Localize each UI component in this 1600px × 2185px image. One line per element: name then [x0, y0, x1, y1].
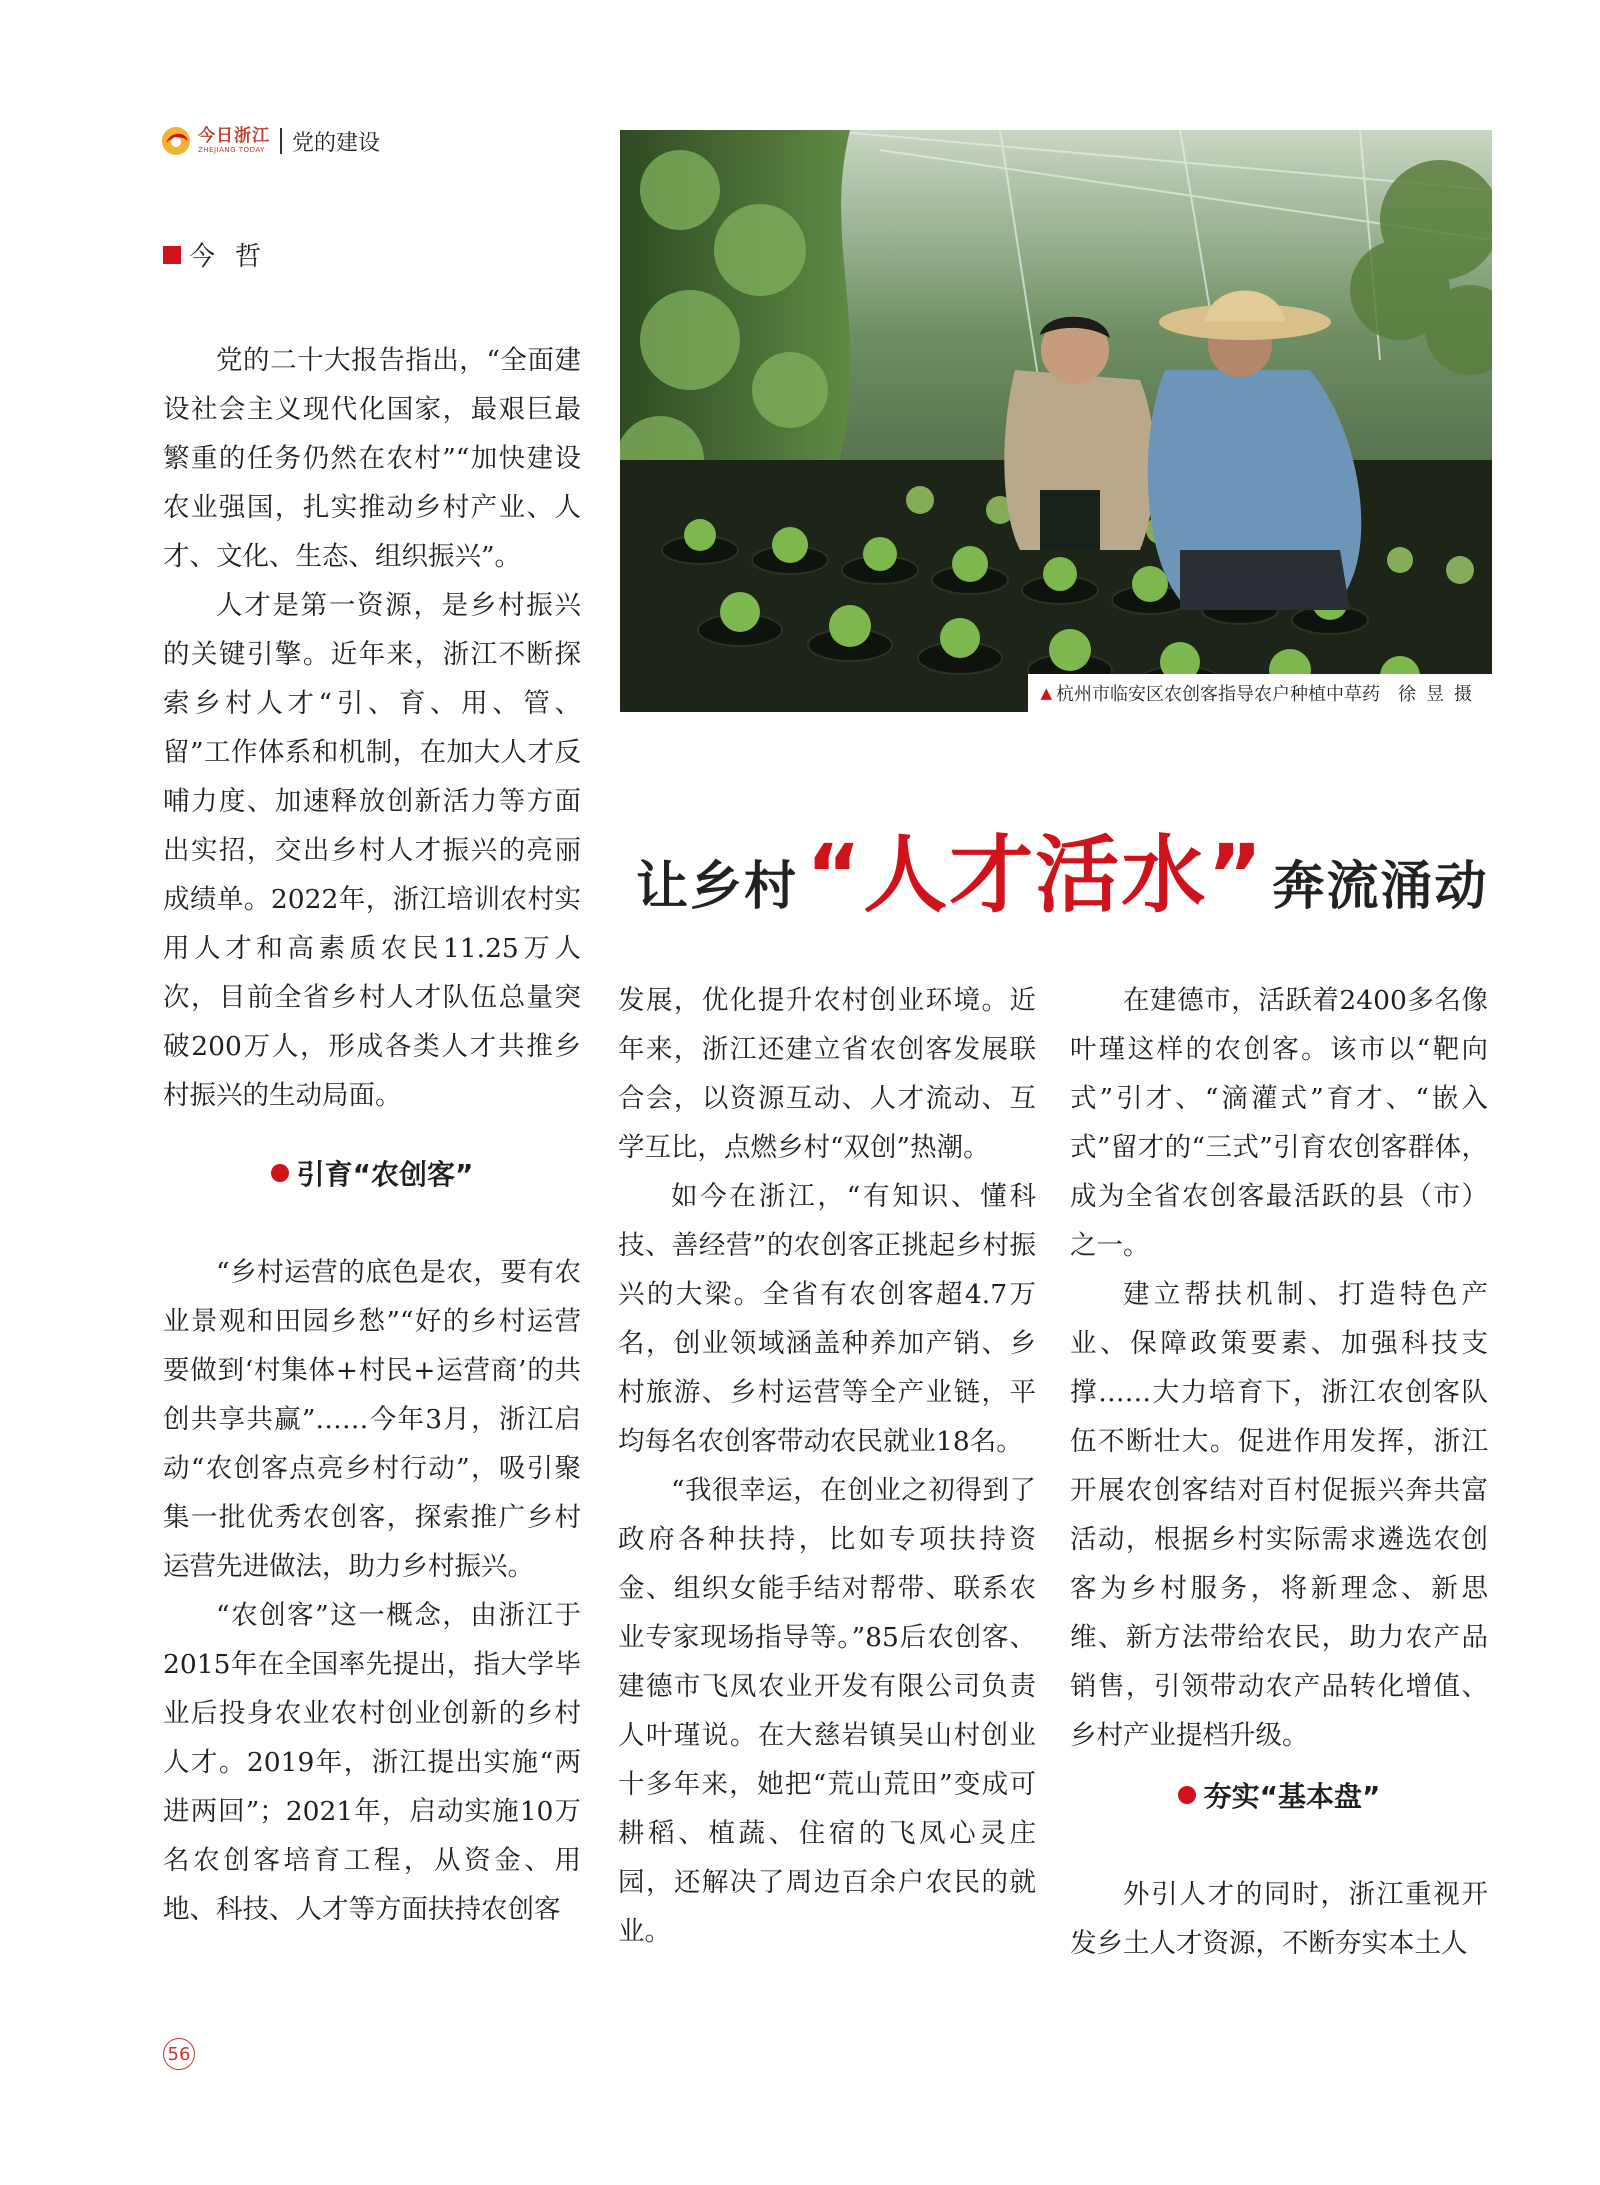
column-3-body — [1070, 976, 1488, 1760]
headline-keyword: “人才活水” — [806, 826, 1265, 924]
header-divider — [280, 128, 282, 154]
headline-prefix: 让乡村 — [636, 857, 799, 917]
subheading-1 — [163, 1148, 581, 1198]
logo-chinese-text: 今日浙江 — [198, 126, 270, 146]
paragraph: 党的二十大报告指出，“全面建设社会主义现代化国家，最艰巨最繁重的任务仍然在农村”“加快建设农业强国，扎实推动乡村产业、人才、文化、生态、组织振兴”。 — [163, 345, 581, 572]
caption-text: 杭州市临安区农创客指导农户种植中草药 — [1056, 684, 1380, 705]
page-number: 56 — [163, 2038, 195, 2070]
paragraph: 人才是第一资源，是乡村振兴的关键引擎。近年来，浙江不断探索乡村人才“引、育、用、管、留”工作体系和机制，在加大人才反哺力度、加速释放创新活力等方面出实招，交出乡村人才振兴的亮丽成绩单。2022年，浙江培训农村实用人才和高素质农民11.25万人次，目前全省乡村人才队伍总量突破200万人，形成各类人才共推乡村振兴的生动局面。 — [163, 590, 581, 1111]
magazine-logo — [160, 125, 270, 157]
paragraph: 外引人才的同时，浙江重视开发乡土人才资源，不断夯实本土人 — [1070, 1879, 1488, 1959]
subheading-text: 引育“农创客” — [296, 1158, 474, 1191]
photo-caption — [1028, 674, 1492, 712]
subheading-text: 夯实“基本盘” — [1203, 1780, 1381, 1813]
section-name: 党的建设 — [292, 130, 381, 156]
column-3-tail — [1070, 1870, 1488, 1968]
logo-english-text: ZHEJIANG TODAY — [198, 146, 265, 154]
column-1-body — [163, 1248, 581, 1934]
paragraph: 建立帮扶机制、打造特色产业、保障政策要素、加强科技支撑……大力培育下，浙江农创客队伍不断壮大。促进作用发挥，浙江开展农创客结对百村促振兴奔共富活动，根据乡村实际需求遴选农创客为乡村服务，将新理念、新思维、新方法带给农民，助力农产品销售，引领带动农产品转化增值、乡村产业提档升级。 — [1070, 1279, 1488, 1751]
author-byline — [163, 236, 281, 273]
paragraph-continued: 发展，优化提升农村创业环境。近年来，浙江还建立省农创客发展联合会，以资源互动、人才流动、互学互比，点燃乡村“双创”热潮。 — [618, 985, 1036, 1163]
paragraph: 在建德市，活跃着2400多名像叶瑾这样的农创客。该市以“靶向式”引才、“滴灌式”育才、“嵌入式”留才的“三式”引育农创客群体，成为全省农创客最活跃的县（市）之一。 — [1070, 985, 1488, 1261]
feature-photo — [620, 130, 1492, 712]
logo-swirl-icon — [160, 125, 192, 157]
page-header — [160, 118, 380, 164]
paragraph: “我很幸运，在创业之初得到了政府各种扶持，比如专项扶持资金、组织女能手结对帮带、联系农业专家现场指导等。”85后农创客、建德市飞凤农业开发有限公司负责人叶瑾说。在大慈岩镇吴山村创业十多年来，她把“荒山荒田”变成可耕稻、植蔬、住宿的飞凤心灵庄园，还解决了周边百余户农民的就业。 — [618, 1475, 1036, 1947]
author-name: 今哲 — [189, 242, 282, 272]
column-2 — [618, 976, 1036, 1956]
photo-credit: 徐昱摄 — [1398, 684, 1482, 705]
triangle-marker-icon: ▲ — [1040, 684, 1052, 702]
headline-suffix: 奔流涌动 — [1272, 857, 1489, 917]
red-dot-icon — [1178, 1786, 1196, 1804]
paragraph: “农创客”这一概念，由浙江于2015年在全国率先提出，指大学毕业后投身农业农村创业创新的乡村人才。2019年，浙江提出实施“两进两回”；2021年，启动实施10万名农创客培育工程，从资金、用地、科技、人才等方面扶持农创客 — [163, 1600, 581, 1925]
article-headline — [636, 808, 1496, 929]
red-square-icon — [163, 246, 181, 264]
subheading-2 — [1070, 1770, 1488, 1820]
column-1-intro — [163, 336, 581, 1120]
paragraph: 如今在浙江，“有知识、懂科技、善经营”的农创客正挑起乡村振兴的大梁。全省有农创客超4.7万名，创业领域涵盖种养加产销、乡村旅游、乡村运营等全产业链，平均每名农创客带动农民就业18名。 — [618, 1181, 1036, 1457]
red-dot-icon — [271, 1164, 289, 1182]
greenhouse-photo-image — [620, 130, 1492, 712]
paragraph: “乡村运营的底色是农，要有农业景观和田园乡愁”“好的乡村运营要做到‘村集体+村民+运营商’的共创共享共赢”……今年3月，浙江启动“农创客点亮乡村行动”，吸引聚集一批优秀农创客，探索推广乡村运营先进做法，助力乡村振兴。 — [163, 1257, 581, 1582]
